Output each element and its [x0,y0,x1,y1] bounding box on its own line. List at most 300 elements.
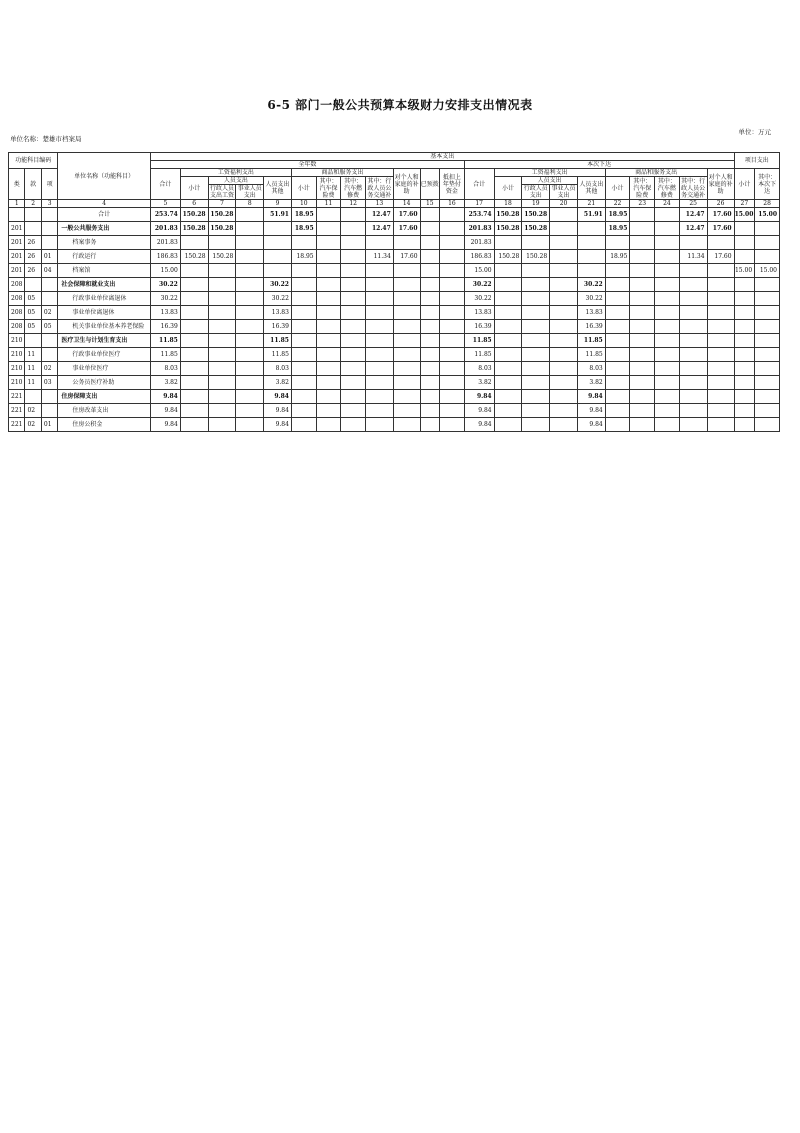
column-number: 16 [440,200,465,208]
value-cell [550,250,578,264]
header-prepaid: 已预拨 [420,169,440,200]
value-cell [630,236,655,250]
code-cell: 210 [9,334,25,348]
value-cell [366,278,394,292]
header-total-cur: 合计 [464,169,494,200]
value-cell [180,348,208,362]
code-cell: 02 [41,306,57,320]
value-cell [522,362,550,376]
value-cell [291,236,316,250]
value-cell [316,292,341,306]
value-cell: 201.83 [464,222,494,236]
value-cell [208,320,236,334]
value-cell: 201.83 [150,222,180,236]
value-cell [208,264,236,278]
value-cell: 16.39 [577,320,605,334]
value-cell [420,222,440,236]
value-cell [291,292,316,306]
header-xiang: 项 [41,169,57,200]
value-cell [630,320,655,334]
code-cell [41,208,57,222]
value-cell: 17.60 [393,250,420,264]
value-cell: 18.95 [291,208,316,222]
value-cell [550,362,578,376]
code-cell: 03 [41,376,57,390]
value-cell [630,362,655,376]
code-cell: 201 [9,250,25,264]
value-cell [341,334,366,348]
value-cell [707,418,734,432]
item-name-cell: 档案事务 [58,236,151,250]
value-cell [341,320,366,334]
value-cell [341,278,366,292]
value-cell: 13.83 [464,306,494,320]
value-cell [522,278,550,292]
header-kuan: 款 [25,169,41,200]
table-row [9,376,780,390]
column-number: 22 [605,200,630,208]
item-name-cell: 住房改革支出 [58,404,151,418]
value-cell [440,334,465,348]
value-cell [550,348,578,362]
value-cell [605,334,630,348]
code-cell [41,292,57,306]
value-cell [393,264,420,278]
currency-unit: 单位：万元 [738,128,771,136]
value-cell [440,348,465,362]
code-cell: 221 [9,390,25,404]
value-cell [655,376,680,390]
code-cell [25,390,41,404]
value-cell [605,362,630,376]
value-cell [341,348,366,362]
value-cell [291,278,316,292]
value-cell [550,208,578,222]
value-cell: 201.83 [464,236,494,250]
value-cell [180,390,208,404]
code-cell: 208 [9,292,25,306]
value-cell: 150.28 [180,250,208,264]
value-cell [316,278,341,292]
value-cell: 16.39 [150,320,180,334]
value-cell [366,376,394,390]
value-cell [420,404,440,418]
value-cell: 186.83 [464,250,494,264]
item-name-cell: 行政运行 [58,250,151,264]
value-cell [577,264,605,278]
value-cell [341,418,366,432]
value-cell [316,236,341,250]
code-cell [41,348,57,362]
value-cell [180,320,208,334]
value-cell [630,306,655,320]
value-cell [655,320,680,334]
value-cell [236,250,264,264]
value-cell [755,222,780,236]
value-cell [236,390,264,404]
value-cell [316,376,341,390]
code-cell: 26 [25,250,41,264]
value-cell [734,306,755,320]
value-cell [755,236,780,250]
value-cell [707,404,734,418]
value-cell: 150.28 [208,208,236,222]
value-cell [550,390,578,404]
value-cell [420,348,440,362]
value-cell [522,292,550,306]
value-cell: 11.85 [577,334,605,348]
value-cell [341,404,366,418]
code-cell: 210 [9,376,25,390]
value-cell [707,376,734,390]
value-cell [341,306,366,320]
value-cell [440,404,465,418]
value-cell [707,362,734,376]
value-cell [655,334,680,348]
value-cell [630,264,655,278]
value-cell: 30.22 [150,292,180,306]
header-admin-salary-cur: 行政人员支出 [523,185,548,199]
header-func-code: 功能科目编码 [9,153,58,169]
budget-table [8,152,780,432]
value-cell [755,362,780,376]
value-cell: 30.22 [150,278,180,292]
value-cell [605,376,630,390]
header-unit-name: 单位名称（功能科目） [58,153,151,200]
value-cell: 9.84 [150,418,180,432]
code-cell: 210 [9,362,25,376]
value-cell [679,334,707,348]
header-basic: 基本支出 [150,153,734,161]
column-number: 5 [150,200,180,208]
value-cell: 15.00 [755,264,780,278]
value-cell [755,348,780,362]
value-cell: 12.47 [679,208,707,222]
value-cell [291,334,316,348]
value-cell [236,208,264,222]
value-cell [208,292,236,306]
value-cell: 11.85 [577,348,605,362]
value-cell [316,306,341,320]
value-cell [494,306,522,320]
value-cell [341,292,366,306]
value-cell: 150.28 [494,222,522,236]
value-cell [440,278,465,292]
value-cell [679,404,707,418]
value-cell [208,306,236,320]
header-goods-subtotal-fy: 小计 [291,177,316,200]
item-name-cell: 社会保障和就业支出 [58,278,151,292]
value-cell [494,264,522,278]
value-cell [264,250,292,264]
value-cell [494,278,522,292]
table-row [9,292,780,306]
value-cell: 150.28 [522,250,550,264]
value-cell [755,390,780,404]
code-cell [41,236,57,250]
value-cell [236,376,264,390]
value-cell [755,418,780,432]
value-cell [393,404,420,418]
table-row [9,348,780,362]
value-cell: 17.60 [707,222,734,236]
value-cell [393,278,420,292]
column-number: 8 [236,200,264,208]
column-number: 21 [577,200,605,208]
code-cell [25,208,41,222]
value-cell: 3.82 [464,376,494,390]
value-cell [180,362,208,376]
value-cell [180,278,208,292]
value-cell [550,404,578,418]
value-cell [550,418,578,432]
value-cell [679,390,707,404]
value-cell [550,236,578,250]
page-title: 6-5 部门一般公共预算本级财力安排支出情况表 [267,98,533,112]
item-name-cell: 医疗卫生与计划生育支出 [58,334,151,348]
value-cell: 253.74 [150,208,180,222]
value-cell: 51.91 [264,208,292,222]
value-cell [734,320,755,334]
value-cell [734,348,755,362]
value-cell [440,208,465,222]
value-cell [393,306,420,320]
value-cell [655,362,680,376]
value-cell [208,348,236,362]
value-cell [393,334,420,348]
value-cell [440,292,465,306]
value-cell [679,320,707,334]
column-number: 25 [679,200,707,208]
value-cell: 15.00 [734,208,755,222]
code-cell [41,404,57,418]
value-cell [393,376,420,390]
value-cell [180,404,208,418]
code-cell: 05 [25,292,41,306]
column-number: 4 [58,200,151,208]
code-cell [25,278,41,292]
value-cell [440,306,465,320]
column-number: 2 [25,200,41,208]
value-cell [236,362,264,376]
unit-name: 单位名称：楚雄市档案局 [10,135,82,143]
value-cell [420,236,440,250]
value-cell [420,208,440,222]
column-number: 26 [707,200,734,208]
value-cell [707,236,734,250]
value-cell [208,334,236,348]
header-transport-fy: 其中：行政人员公务交通补 [367,177,392,199]
value-cell: 16.39 [464,320,494,334]
value-cell [679,306,707,320]
column-number-row [9,200,780,208]
code-cell: 201 [9,264,25,278]
value-cell [440,376,465,390]
value-cell [630,390,655,404]
column-number: 10 [291,200,316,208]
value-cell [550,292,578,306]
header-project: 项目支出 [734,153,779,169]
header-subtotal-fy: 小计 [180,177,208,200]
value-cell: 11.85 [464,334,494,348]
value-cell [605,236,630,250]
value-cell [734,376,755,390]
header-car-ins-fy: 其中：汽车保险费 [316,177,341,200]
value-cell: 8.03 [464,362,494,376]
value-cell: 150.28 [180,208,208,222]
value-cell [236,334,264,348]
column-number: 18 [494,200,522,208]
value-cell [316,390,341,404]
item-name-cell: 住房保障支出 [58,390,151,404]
value-cell [630,292,655,306]
value-cell [393,362,420,376]
column-number: 1 [9,200,25,208]
value-cell [291,404,316,418]
value-cell [366,362,394,376]
value-cell [180,376,208,390]
value-cell [440,236,465,250]
value-cell [420,278,440,292]
value-cell [291,418,316,432]
value-cell [679,362,707,376]
value-cell: 15.00 [734,264,755,278]
value-cell [366,264,394,278]
value-cell: 11.85 [150,334,180,348]
value-cell: 9.84 [464,404,494,418]
value-cell [180,236,208,250]
header-project-subtotal: 小计 [734,169,755,200]
value-cell [522,236,550,250]
value-cell [734,292,755,306]
value-cell [236,222,264,236]
value-cell [366,292,394,306]
value-cell [522,376,550,390]
value-cell: 9.84 [577,404,605,418]
value-cell [605,320,630,334]
header-full-year: 全年数 [150,161,464,169]
value-cell: 12.47 [366,208,394,222]
value-cell [522,348,550,362]
value-cell [366,348,394,362]
header-current-issue: 其中：本次下达 [755,169,780,200]
value-cell [264,222,292,236]
header-total-fy: 合计 [150,169,180,200]
code-cell: 208 [9,320,25,334]
value-cell [755,320,780,334]
value-cell: 150.28 [208,250,236,264]
value-cell [734,404,755,418]
value-cell: 9.84 [577,418,605,432]
code-cell: 01 [41,418,57,432]
value-cell [522,334,550,348]
code-cell [41,334,57,348]
value-cell [208,278,236,292]
value-cell [734,362,755,376]
column-number: 3 [41,200,57,208]
table-row [9,306,780,320]
header-family-fy: 对个人和家庭的补助 [393,169,420,200]
value-cell [316,418,341,432]
value-cell [630,376,655,390]
code-cell: 221 [9,404,25,418]
value-cell [734,236,755,250]
value-cell [605,390,630,404]
column-number: 24 [655,200,680,208]
value-cell [577,236,605,250]
value-cell: 11.34 [679,250,707,264]
table-row [9,362,780,376]
value-cell [577,222,605,236]
value-cell [440,222,465,236]
value-cell [734,278,755,292]
value-cell: 8.03 [150,362,180,376]
value-cell [655,306,680,320]
value-cell [755,334,780,348]
table-row [9,236,780,250]
value-cell [366,320,394,334]
column-number: 28 [755,200,780,208]
value-cell [291,362,316,376]
value-cell: 253.74 [464,208,494,222]
code-cell [41,278,57,292]
value-cell: 30.22 [264,292,292,306]
value-cell [630,278,655,292]
value-cell [420,320,440,334]
value-cell [208,362,236,376]
value-cell [316,250,341,264]
value-cell [550,320,578,334]
code-cell [9,208,25,222]
value-cell [522,264,550,278]
value-cell [494,292,522,306]
value-cell: 51.91 [577,208,605,222]
value-cell [655,404,680,418]
code-cell: 05 [41,320,57,334]
value-cell [264,264,292,278]
value-cell [316,264,341,278]
value-cell [655,390,680,404]
value-cell [494,362,522,376]
value-cell [550,306,578,320]
code-cell: 208 [9,306,25,320]
code-cell: 210 [9,348,25,362]
header-salary-fy: 工资福利支出 [180,169,291,177]
value-cell [755,404,780,418]
value-cell [420,334,440,348]
value-cell [440,362,465,376]
value-cell [366,306,394,320]
value-cell: 15.00 [755,208,780,222]
value-cell: 9.84 [150,390,180,404]
header-car-fuel-cur: 其中：汽车燃修费 [655,177,680,200]
item-name-cell: 住房公积金 [58,418,151,432]
value-cell [734,250,755,264]
header-personnel-fy: 人员支出 [208,177,264,185]
value-cell [707,390,734,404]
code-cell: 05 [25,306,41,320]
table-row [9,418,780,432]
value-cell [316,348,341,362]
code-cell [41,390,57,404]
value-cell [341,362,366,376]
table-row [9,264,780,278]
value-cell [494,334,522,348]
item-name-cell: 事业单位离退休 [58,306,151,320]
header-family-cur: 对个人和家庭的补助 [707,169,734,200]
header-goods-fy: 商品和服务支出 [291,169,393,177]
value-cell [291,376,316,390]
